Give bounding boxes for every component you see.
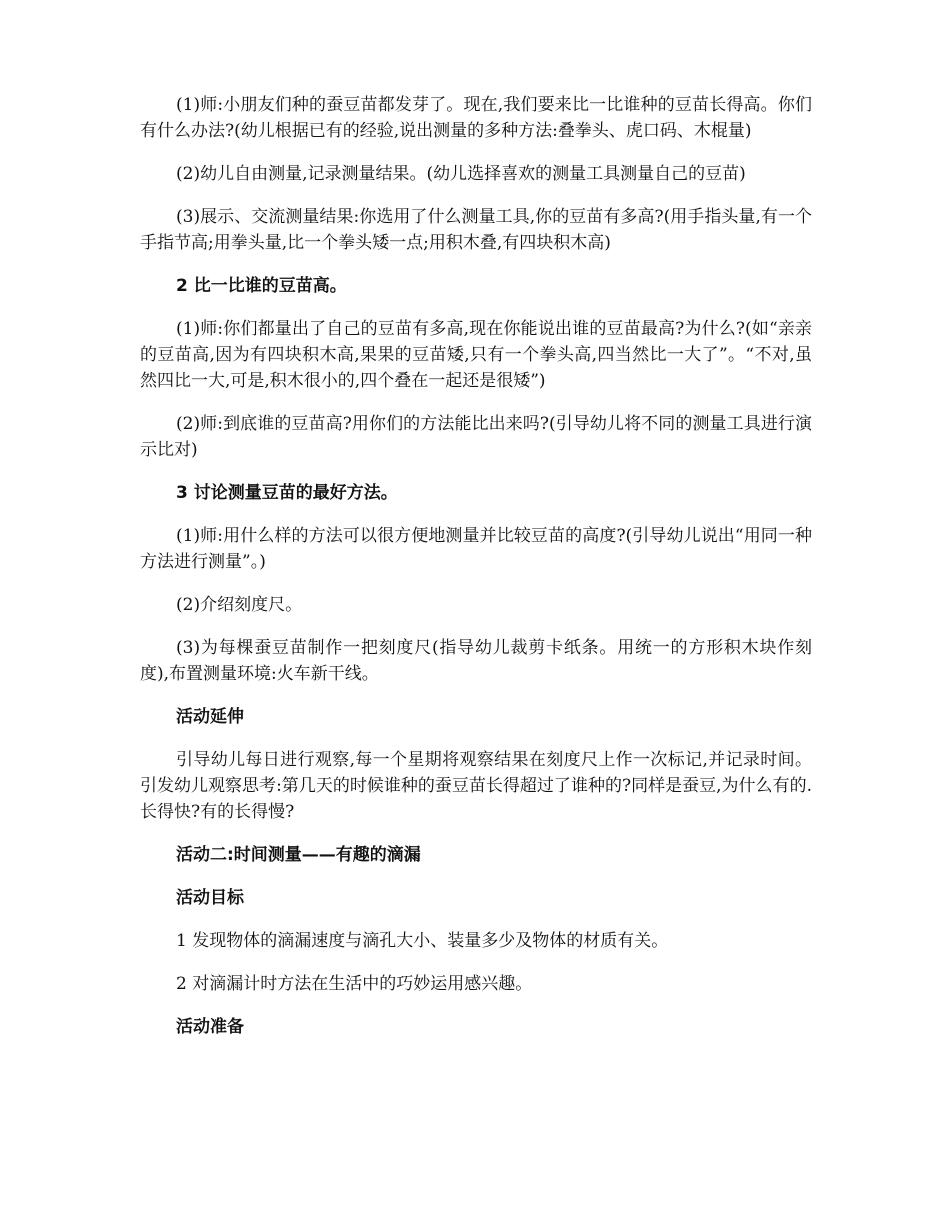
heading-best-method: 3 讨论测量豆苗的最好方法。 xyxy=(176,483,398,503)
heading-compare-height: 2 比一比谁的豆苗高。 xyxy=(176,276,347,296)
paragraph-compare-methods: (2)师:到底谁的豆苗高?用你们的方法能比出来吗?(引导幼儿将不同的测量工具进行演示比对) xyxy=(140,414,812,460)
paragraph-share-results: (3)展示、交流测量结果:你选用了什么测量工具,你的豆苗有多高?(用手指头量,有一个手指节高;用拳头量,比一个拳头矮一点;用积木叠,有四块积木高) xyxy=(140,207,812,253)
paragraph-same-method: (1)师:用什么样的方法可以很方便地测量并比较豆苗的高度?(引导幼儿说出“用同一种方法进行测量”。) xyxy=(140,526,812,572)
heading-preparation: 活动准备 xyxy=(176,1017,244,1037)
paragraph-introduce-ruler: (2)介绍刻度尺。 xyxy=(176,595,303,615)
heading-goals: 活动目标 xyxy=(176,888,244,908)
paragraph-daily-observation: 引导幼儿每日进行观察,每一个星期将观察结果在刻度尺上作一次标记,并记录时间。引发幼儿观察思考:第几天的时候谁种的蚕豆苗长得超过了谁种的?同样是蚕豆,为什么有的.长得快?有的长得慢? xyxy=(140,750,812,822)
paragraph-measure-intro: (1)师:小朋友们种的蚕豆苗都发芽了。现在,我们要来比一比谁种的豆苗长得高。你们有什么办法?(幼儿根据已有的经验,说出测量的多种方法:叠拳头、虎口码、木棍量) xyxy=(140,95,812,141)
paragraph-free-measure: (2)幼儿自由测量,记录测量结果。(幼儿选择喜欢的测量工具测量自己的豆苗) xyxy=(176,164,746,184)
paragraph-who-tallest: (1)师:你们都量出了自己的豆苗有多高,现在你能说出谁的豆苗最高?为什么?(如“亲亲的豆苗高,因为有四块积木高,果果的豆苗矮,只有一个拳头高,四当然比一大了”。“不对,虽然四比一大,可是,积木很小的,四个叠在一起还是很矮”) xyxy=(140,319,812,391)
heading-activity-two: 活动二:时间测量——有趣的滴漏 xyxy=(176,845,421,865)
paragraph-goal-2: 2 对滴漏计时方法在生活中的巧妙运用感兴趣。 xyxy=(176,974,533,994)
paragraph-goal-1: 1 发现物体的滴漏速度与滴孔大小、装量多少及物体的材质有关。 xyxy=(176,931,669,951)
document-page xyxy=(140,92,812,1057)
paragraph-make-ruler: (3)为每棵蚕豆苗制作一把刻度尺(指导幼儿裁剪卡纸条。用统一的方形积木块作刻度),布置测量环境:火车新干线。 xyxy=(140,638,812,684)
heading-extension: 活动延伸 xyxy=(176,707,244,727)
